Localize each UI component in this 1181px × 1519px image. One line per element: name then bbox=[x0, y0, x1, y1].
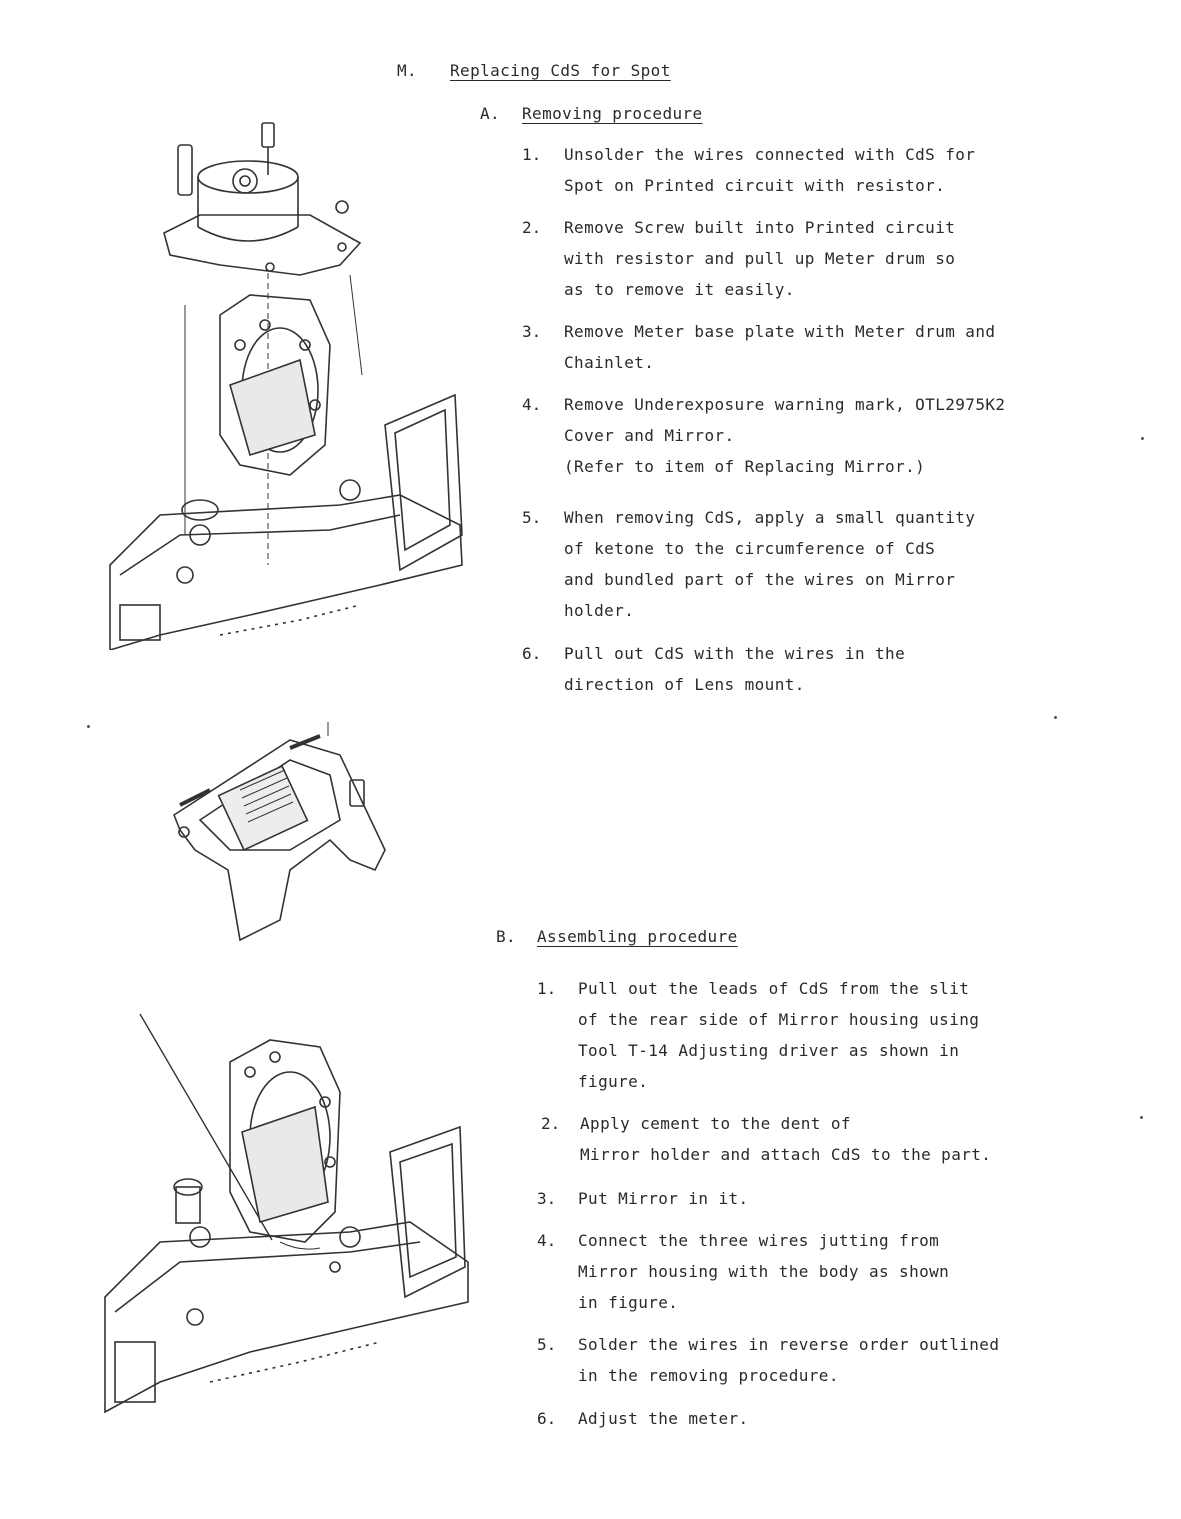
scan-speck bbox=[87, 725, 90, 728]
step-line: Mirror housing with the body as shown bbox=[578, 1262, 950, 1281]
step-line: and bundled part of the wires on Mirror bbox=[564, 570, 956, 589]
step-line: Unsolder the wires connected with CdS for bbox=[564, 145, 976, 164]
removing-step-1 bbox=[564, 139, 975, 201]
section-title: Replacing CdS for Spot bbox=[450, 61, 671, 80]
removing-step-5-number: 5. bbox=[522, 508, 542, 527]
removing-step-4-number: 4. bbox=[522, 395, 542, 414]
removing-step-2-number: 2. bbox=[522, 218, 542, 237]
assembling-step-6 bbox=[578, 1403, 749, 1434]
removing-step-2 bbox=[564, 212, 955, 305]
step-line: in the removing procedure. bbox=[578, 1366, 839, 1385]
assembling-step-5 bbox=[578, 1329, 999, 1391]
step-line: Remove Screw built into Printed circuit bbox=[564, 218, 956, 237]
step-line: figure. bbox=[578, 1072, 649, 1091]
removing-step-3 bbox=[564, 316, 995, 378]
removing-letter: A. bbox=[480, 104, 501, 123]
step-line: Connect the three wires jutting from bbox=[578, 1231, 940, 1250]
step-line: Tool T-14 Adjusting driver as shown in bbox=[578, 1041, 960, 1060]
step-line: of the rear side of Mirror housing using bbox=[578, 1010, 980, 1029]
step-line: Spot on Printed circuit with resistor. bbox=[564, 176, 946, 195]
assembling-step-6-number: 6. bbox=[537, 1409, 557, 1428]
step-line: (Refer to item of Replacing Mirror.) bbox=[564, 457, 926, 476]
figure-assembling-driver bbox=[100, 1012, 470, 1414]
assembling-letter: B. bbox=[496, 927, 517, 946]
removing-step-4 bbox=[564, 389, 1005, 482]
assembling-step-3 bbox=[578, 1183, 749, 1214]
assembling-step-4-number: 4. bbox=[537, 1231, 557, 1250]
step-line: holder. bbox=[564, 601, 635, 620]
step-line: Remove Underexposure warning mark, OTL2975K2 bbox=[564, 395, 1006, 414]
step-line: in figure. bbox=[578, 1293, 679, 1312]
removing-step-6 bbox=[564, 638, 905, 700]
assembling-step-5-number: 5. bbox=[537, 1335, 557, 1354]
assembling-step-2-number: 2. bbox=[541, 1114, 561, 1133]
step-line: of ketone to the circumference of CdS bbox=[564, 539, 936, 558]
assembling-heading: Assembling procedure bbox=[537, 927, 738, 946]
assembling-step-2 bbox=[580, 1108, 991, 1170]
step-line: as to remove it easily. bbox=[564, 280, 795, 299]
step-line: Adjust the meter. bbox=[578, 1409, 749, 1428]
step-line: When removing CdS, apply a small quantity bbox=[564, 508, 976, 527]
step-line: Put Mirror in it. bbox=[578, 1189, 749, 1208]
scan-speck bbox=[1141, 437, 1144, 440]
step-line: Apply cement to the dent of bbox=[580, 1114, 851, 1133]
figure-cds-mirror-holder bbox=[170, 720, 390, 942]
assembling-step-4 bbox=[578, 1225, 949, 1318]
step-line: with resistor and pull up Meter drum so bbox=[564, 249, 956, 268]
figure-meter-drum-exploded bbox=[100, 115, 465, 650]
scan-speck bbox=[1140, 1116, 1143, 1119]
assembling-step-3-number: 3. bbox=[537, 1189, 557, 1208]
step-line: Mirror holder and attach CdS to the part. bbox=[580, 1145, 992, 1164]
assembling-step-1 bbox=[578, 973, 979, 1097]
step-line: Cover and Mirror. bbox=[564, 426, 735, 445]
step-line: direction of Lens mount. bbox=[564, 675, 805, 694]
removing-step-1-number: 1. bbox=[522, 145, 542, 164]
removing-step-3-number: 3. bbox=[522, 322, 542, 341]
section-marker: M. bbox=[397, 61, 418, 80]
step-line: Solder the wires in reverse order outlined bbox=[578, 1335, 1000, 1354]
step-line: Remove Meter base plate with Meter drum and bbox=[564, 322, 996, 341]
step-line: Pull out CdS with the wires in the bbox=[564, 644, 906, 663]
removing-heading: Removing procedure bbox=[522, 104, 703, 123]
removing-step-6-number: 6. bbox=[522, 644, 542, 663]
scan-speck bbox=[1054, 716, 1057, 719]
removing-step-5 bbox=[564, 502, 975, 626]
assembling-step-1-number: 1. bbox=[537, 979, 557, 998]
step-line: Pull out the leads of CdS from the slit bbox=[578, 979, 970, 998]
step-line: Chainlet. bbox=[564, 353, 655, 372]
